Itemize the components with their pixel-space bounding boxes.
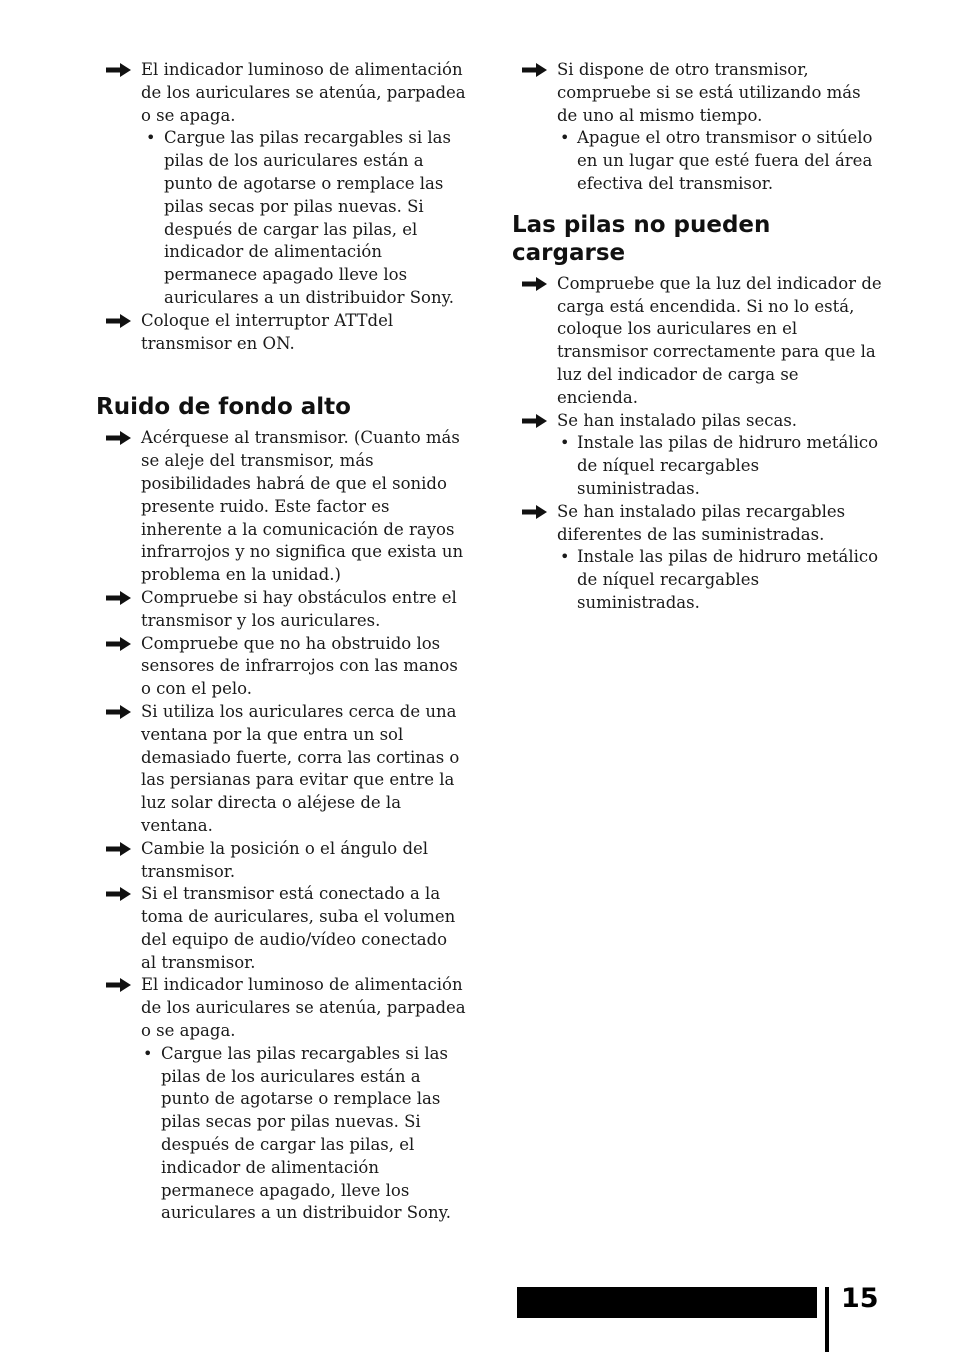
list-item-text: Se han instalado pilas secas. <box>557 410 798 430</box>
right-arrow-icon <box>106 430 132 446</box>
bullet-icon: • <box>143 1043 153 1063</box>
list-item-text: El indicador luminoso de alimentación de los auriculares se atenúa, parpadea o se apaga. <box>141 975 466 1041</box>
right-arrow-icon <box>106 62 132 78</box>
list-item-text: El indicador luminoso de alimentación de los auriculares se atenúa, parpadea o se apaga. <box>141 60 466 125</box>
list-item <box>106 883 466 974</box>
sub-list-item-text: Instale las pilas de hidruro metálico de níquel recargables suministradas. <box>577 547 879 612</box>
sub-list-item-text: Instale las pilas de hidruro metálico de níquel recargables suministradas. <box>577 433 879 498</box>
sub-list-item <box>522 127 882 195</box>
list-item-text: Compruebe si hay obstáculos entre el transmisor y los auriculares. <box>141 587 457 630</box>
list-item <box>106 59 466 127</box>
list-item-text: Cambie la posición o el ángulo del transmisor. <box>141 838 429 881</box>
right-arrow-icon <box>106 636 132 652</box>
ruido-list <box>106 427 466 1225</box>
section-heading-pilas: Las pilas no pueden cargarse <box>512 211 771 266</box>
page-number: 15 <box>841 1283 879 1314</box>
sub-list-item <box>106 1043 466 1225</box>
right-arrow-icon <box>522 62 548 78</box>
sub-list-item-text: Apague el otro transmisor o sitúelo en un lugar que esté fuera del área efectiva del transmisor. <box>577 128 873 193</box>
right-arrow-icon <box>106 704 132 720</box>
bullet-icon: • <box>146 128 156 148</box>
sub-list-item <box>522 546 882 614</box>
right-arrow-icon <box>106 313 132 329</box>
list-item <box>522 501 882 547</box>
sub-list-item <box>106 127 466 309</box>
list-item <box>522 273 882 410</box>
list-item <box>106 838 466 884</box>
list-item-text: Coloque el interruptor ATTdel transmisor en ON. <box>141 310 394 353</box>
sub-list-item-text: Cargue las pilas recargables si las pilas de los auriculares están a punto de agotarse o remplace las pilas secas por pilas nuevas. Si después de cargar las pilas, el indicador de alimentación permanece apagado, lleve los auriculares a un distribuidor Sony. <box>161 1043 451 1223</box>
list-item <box>522 410 882 433</box>
list-item-text: Compruebe que no ha obstruido los sensores de infrarrojos con las manos o con el pelo. <box>141 633 458 699</box>
list-item <box>106 633 466 701</box>
bullet-icon: • <box>560 128 570 148</box>
right-arrow-icon <box>106 841 132 857</box>
right-top-list <box>522 59 882 196</box>
list-item-text: Acérquese al transmisor. (Cuanto más se aleje del transmisor, más posibilidades habrá de que el sonido presente ruido. Este factor es inherente a la comunicación de rayos infrarrojos y no significa que exista un problema en la unidad.) <box>141 428 464 585</box>
list-item <box>106 310 466 356</box>
list-item <box>106 701 466 838</box>
footer-rule <box>825 1287 829 1352</box>
list-item <box>106 587 466 633</box>
right-arrow-icon <box>106 590 132 606</box>
list-item <box>522 59 882 127</box>
list-item <box>106 974 466 1042</box>
right-arrow-icon <box>106 886 132 902</box>
right-column <box>512 59 882 615</box>
right-arrow-icon <box>106 977 132 993</box>
list-item-text: Si utiliza los auriculares cerca de una ventana por la que entra un sol demasiado fuerte, corra las cortinas o las persianas para evitar que entre la luz solar directa o aléjese de la ventana. <box>141 701 460 835</box>
list-item <box>106 427 466 587</box>
left-top-list <box>106 59 466 355</box>
list-item-text: Si dispone de otro transmisor, compruebe si se está utilizando más de uno al mismo tiempo. <box>557 60 861 125</box>
pilas-list <box>522 273 882 615</box>
list-item-text: Compruebe que la luz del indicador de carga está encendida. Si no lo está, coloque los auriculares en el transmisor correctamente para que la luz del indicador de carga se encienda. <box>557 273 882 407</box>
left-column <box>96 59 466 1225</box>
list-item-text: Si el transmisor está conectado a la toma de auriculares, suba el volumen del equipo de audio/vídeo conectado al transmisor. <box>141 884 456 972</box>
sub-list-item-text: Cargue las pilas recargables si las pilas de los auriculares están a punto de agotarse o remplace las pilas secas por pilas nuevas. Si después de cargar las pilas, el indicador de alimentación permanece apagado lleve los auriculares a un distribuidor Sony. <box>164 128 454 307</box>
right-arrow-icon <box>522 504 548 520</box>
right-arrow-icon <box>522 276 548 292</box>
section-heading-ruido: Ruido de fondo alto <box>96 394 351 421</box>
list-item-text: Se han instalado pilas recargables diferentes de las suministradas. <box>557 501 846 544</box>
bullet-icon: • <box>560 547 570 567</box>
sub-list-item <box>522 432 882 500</box>
bullet-icon: • <box>560 433 570 453</box>
footer-bar <box>517 1287 817 1318</box>
right-arrow-icon <box>522 413 548 429</box>
